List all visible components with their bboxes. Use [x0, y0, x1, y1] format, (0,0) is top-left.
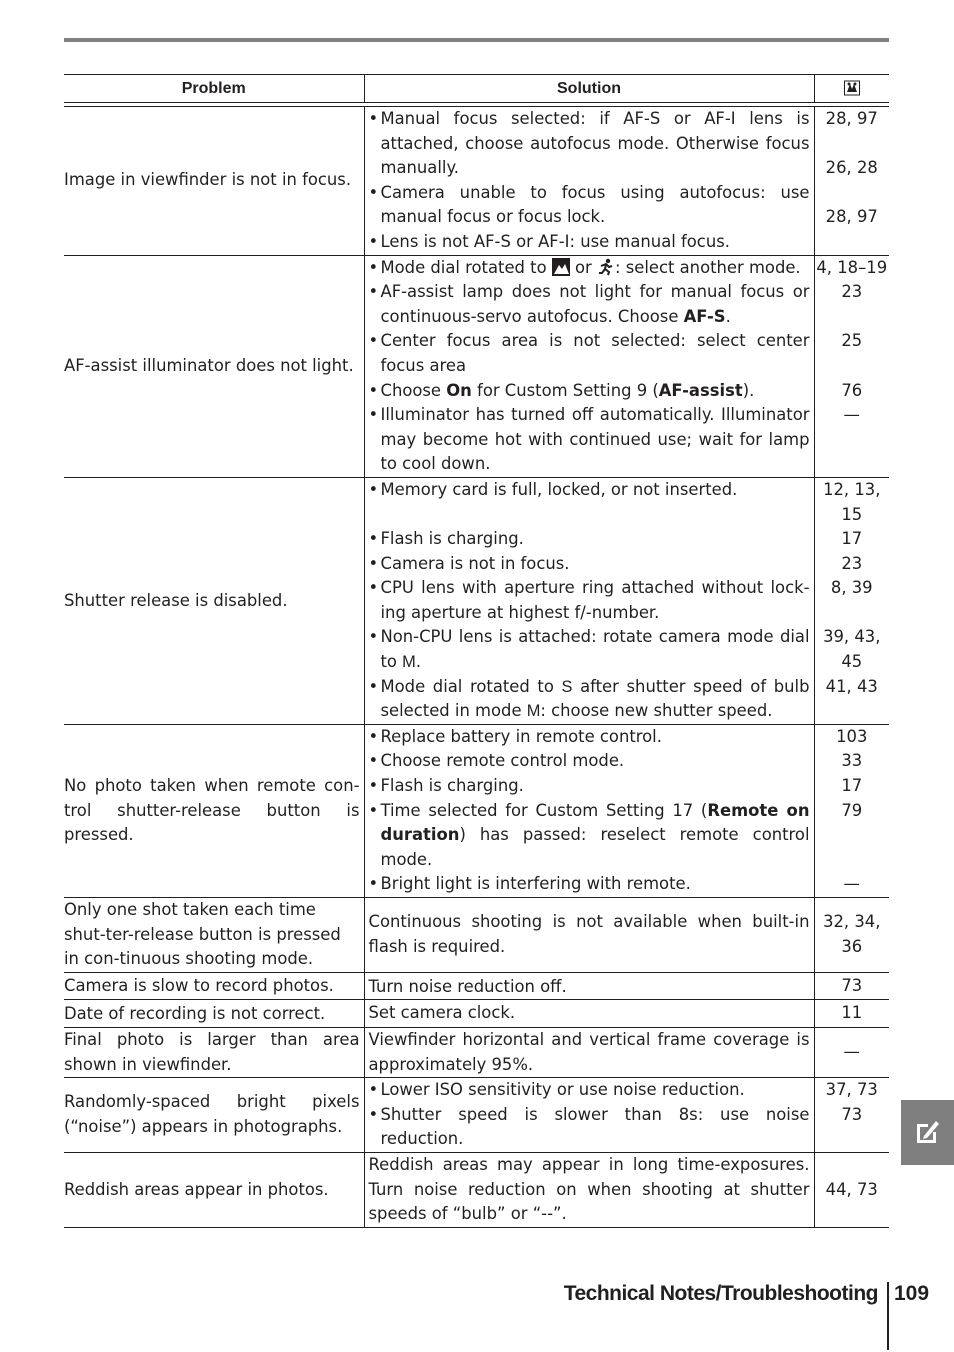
landscape-mode-icon [552, 258, 570, 276]
page-cell [814, 1000, 889, 1028]
page-ref: 73 [841, 1104, 863, 1124]
solution-item: • Non-CPU lens is attached: rotate camera mode dial to M. [369, 625, 810, 674]
page-ref: 36 [841, 936, 863, 956]
section-title: Technical Notes/Troubleshooting [563, 1282, 878, 1305]
problem-cell: No photo taken when remote con-trol shutter-release button is pressed. [64, 724, 364, 897]
page-ref: 28, 97 [825, 207, 878, 227]
side-tab [901, 1100, 954, 1165]
solution-item: • Time selected for Custom Setting 17 (Remote on duration) has passed: reselect remote control mode. [369, 799, 810, 873]
solution-cell [364, 1078, 814, 1153]
page-cell [814, 972, 889, 1000]
page-ref: 23 [841, 553, 863, 573]
page-ref: 17 [841, 776, 863, 796]
solution-cell [364, 477, 814, 724]
page-ref: 28, 97 [825, 109, 878, 128]
page-ref: 41, 43 [825, 676, 878, 696]
problem-cell: Shutter release is disabled. [64, 477, 364, 724]
table-row [64, 255, 889, 477]
page-ref: 23 [841, 282, 863, 302]
solution-item: • Camera is not in focus. [369, 552, 810, 577]
page-ref: 73 [841, 975, 863, 995]
solution-item: • Illuminator has turned off automatically. Illuminator may become hot with continued use; wait for lamp to cool down. [369, 403, 810, 477]
solution-item: • Mode dial rotated to or : select another mode. [369, 256, 810, 281]
page-ref: 79 [841, 800, 863, 820]
table-row [64, 972, 889, 1000]
page-ref: 45 [841, 652, 863, 672]
solution-item: • Choose On for Custom Setting 9 (AF-assist). [369, 379, 810, 404]
page-cell [814, 255, 889, 477]
header-problem: Problem [64, 75, 364, 103]
page-cell [814, 107, 889, 256]
page-ref: 8, 39 [830, 578, 873, 598]
page-ref: 33 [841, 751, 863, 771]
solution-item: • Lower ISO sensitivity or use noise reduction. [369, 1078, 810, 1103]
page-number: 109 [894, 1282, 930, 1305]
solution-item: • CPU lens with aperture ring attached without lock-ing aperture at highest f/-number. [369, 576, 810, 625]
solution-item: • Mode dial rotated to S after shutter speed of bulb selected in mode M: choose new shutter speed. [369, 675, 810, 724]
solution-item: • Flash is charging. [369, 774, 810, 799]
page-ref: 39, 43, [823, 627, 881, 647]
solution-item: • Memory card is full, locked, or not inserted. [369, 478, 810, 503]
solution-cell: Continuous shooting is not available when built-in flash is required. [364, 898, 814, 973]
table-row [64, 1027, 889, 1077]
page-ref: 37, 73 [825, 1080, 878, 1100]
solution-cell [364, 255, 814, 477]
solution-item: • Camera unable to focus using autofocus: use manual focus or focus lock. [369, 181, 810, 230]
page-ref: 15 [841, 504, 863, 524]
problem-cell: AF-assist illuminator does not light. [64, 255, 364, 477]
table-row [64, 477, 889, 724]
solution-item: • Center focus area is not selected: select center focus area [369, 329, 810, 378]
problem-cell: Reddish areas appear in photos. [64, 1152, 364, 1227]
problem-cell: Only one shot taken each time shut-ter-release button is pressed in con-tinuous shooting mode. [64, 898, 364, 973]
page-ref: 32, 34, [823, 912, 881, 932]
troubleshooting-table [64, 74, 889, 1228]
solution-item: • Bright light is interfering with remote. [369, 872, 810, 897]
header-solution: Solution [364, 75, 814, 103]
solution-item: • Lens is not AF-S or AF-I: use manual focus. [369, 230, 810, 255]
page-ref: 44, 73 [825, 1179, 878, 1199]
header-page [814, 75, 889, 103]
table-row [64, 1152, 889, 1227]
solution-cell [364, 107, 814, 256]
table-row [64, 898, 889, 973]
page-ref: 103 [836, 726, 868, 746]
page-ref: 25 [841, 331, 863, 351]
solution-item: • Flash is charging. [369, 527, 810, 552]
table-row [64, 1000, 889, 1028]
page-cell [814, 724, 889, 897]
page-ref: 76 [841, 380, 863, 400]
page-ref: 26, 28 [825, 158, 878, 178]
page-ref: 11 [841, 1003, 863, 1023]
solution-cell: Set camera clock. [364, 1000, 814, 1028]
page-cell [814, 1078, 889, 1153]
solution-item: • Manual focus selected: if AF-S or AF-I lens is attached, choose autofocus mode. Otherwise focus manually. [369, 107, 810, 181]
page-cell [814, 1152, 889, 1227]
top-rule [64, 38, 889, 42]
footer-divider [887, 1282, 889, 1350]
solution-cell: Turn noise reduction off. [364, 972, 814, 1000]
page-ref: 17 [841, 529, 863, 549]
page-ref: — [843, 405, 860, 425]
troubleshooting-tab-icon [914, 1118, 940, 1146]
solution-item: • Shutter speed is slower than 8s: use noise reduction. [369, 1103, 810, 1152]
reference-page-icon [844, 80, 860, 96]
solution-item: • Choose remote control mode. [369, 749, 810, 774]
problem-cell: Final photo is larger than area shown in viewfinder. [64, 1027, 364, 1077]
page-ref: 12, 13, [823, 479, 881, 499]
page-ref: 4, 18–19 [816, 257, 888, 277]
table-row [64, 107, 889, 256]
page-cell [814, 898, 889, 973]
solution-cell: Viewfinder horizontal and vertical frame coverage is approximately 95%. [364, 1027, 814, 1077]
problem-cell: Randomly-spaced bright pixels (“noise”) appears in photographs. [64, 1078, 364, 1153]
sports-mode-icon [597, 258, 615, 276]
page-ref: — [843, 874, 860, 894]
page-cell [814, 1027, 889, 1077]
table-row [64, 724, 889, 897]
problem-cell: Camera is slow to record photos. [64, 972, 364, 1000]
problem-cell: Image in viewfinder is not in focus. [64, 107, 364, 256]
solution-item: • AF-assist lamp does not light for manual focus or continuous-servo autofocus. Choose AF-S. [369, 280, 810, 329]
table-row [64, 1078, 889, 1153]
page-cell [814, 477, 889, 724]
solution-cell: Reddish areas may appear in long time-exposures. Turn noise reduction on when shooting at shutter speeds of “bulb” or “--”. [364, 1152, 814, 1227]
page-ref: — [843, 1042, 860, 1062]
problem-cell: Date of recording is not correct. [64, 1000, 364, 1028]
solution-item: • Replace battery in remote control. [369, 725, 810, 750]
table-header [64, 75, 889, 103]
solution-cell [364, 724, 814, 897]
